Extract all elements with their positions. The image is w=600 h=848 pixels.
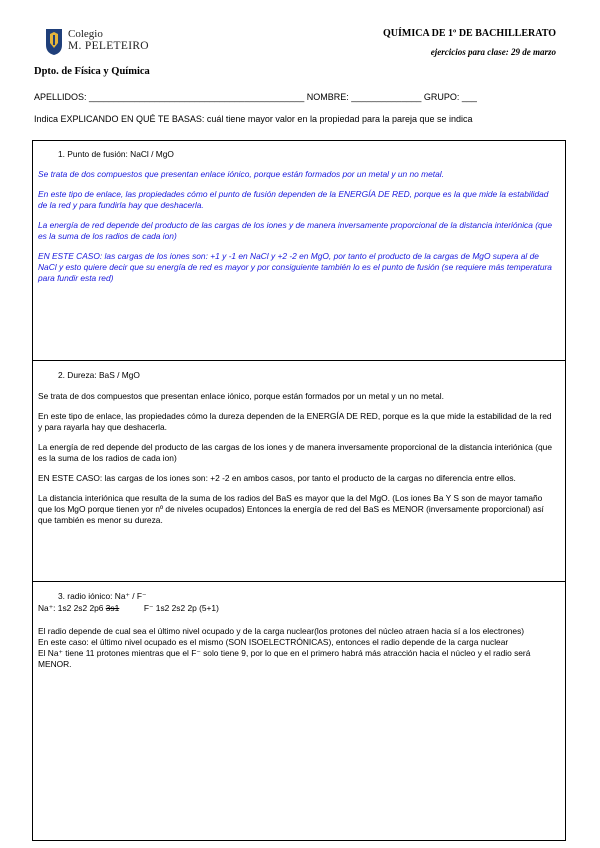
answer-paragraph: En este tipo de enlace, las propiedades cómo el punto de fusión dependen de la ENERGÍA DE RED, porque es la que mide la estabilidad de la red y para fundirla hay que deshacerla. [38, 189, 549, 210]
f-configuration: F⁻ 1s2 2s2 2p (5+1) [143, 603, 219, 613]
school-name [68, 28, 149, 52]
question-3-answer [38, 626, 558, 670]
school-name-line2: M. PELETEIRO [68, 40, 149, 52]
instructions-text: Indica EXPLICANDO EN QUÉ TE BASAS: cuál tiene mayor valor en la propiedad para la pareja que se indica [34, 114, 473, 124]
answer-paragraph: En este tipo de enlace, las propiedades cómo la dureza dependen de la ENERGÍA DE RED, porque es la que mide la estabilidad de la red y para rayarla hay que deshacerla. [38, 411, 552, 432]
answer-paragraph: El radio depende de cual sea el último nivel ocupado y de la carga nuclear(los protones del núcleo atraen hacia sí a los electrones) [38, 626, 525, 636]
answer-paragraph: La distancia interiónica que resulta de la suma de los radios del BaS es mayor que la del MgO. (Los iones Ba Y S son de mayor tamaño que los MgO porque tienen yor nº de niveles ocupados) Entonces la energía de red del BaS es MENOR (inversamente proporcional) así que también es menor su dureza. [38, 493, 544, 525]
school-name-line1: Colegio [68, 28, 103, 40]
answer-paragraph: La energía de red depende del producto de las cargas de los iones y de manera inversamente proporcional de la distancia interiónica (que es la suma de los radios de cada ion) [38, 220, 552, 241]
answer-paragraph: Se trata de dos compuestos que presentan enlace iónico, porque están formados por un metal y un no metal. [38, 169, 444, 179]
question-2-heading: 2. Dureza: BaS / MgO [58, 370, 140, 380]
school-crest-icon [45, 28, 63, 56]
document-title: QUÍMICA DE 1º DE BACHILLERATO [383, 28, 556, 39]
question-1-answer [38, 169, 558, 293]
answer-paragraph: En este caso: el último nivel ocupado es el mismo (SON ISOELECTRÓNICAS), entonces el radio depende de la carga nuclear [38, 637, 509, 647]
question-3-box [32, 581, 566, 841]
answer-paragraph: EN ESTE CASO: las cargas de los iones son: +2 -2 en ambos casos, por tanto el producto de la cargas no diferencia entre ellos. [38, 473, 516, 483]
question-3-heading: 3. radio iónico: Na⁺ / F⁻ [58, 591, 147, 601]
answer-paragraph: La energía de red depende del producto de las cargas de los iones y de manera inversamente proporcional de la distancia interiónica (que es la suma de los radios de cada ion) [38, 442, 552, 463]
student-info-line: APELLIDOS: ___________________________________________ NOMBRE: ______________ GRUPO: ___ [34, 92, 477, 102]
department-label: Dpto. de Física y Química [34, 66, 150, 77]
question-2-answer [38, 391, 558, 535]
answer-paragraph: EN ESTE CASO: las cargas de los iones son: +1 y -1 en NaCl y +2 -2 en MgO, por tanto el producto de la cargas de MgO supera al de NaCl y esto quiere decir que su energía de red es mayor y por consiguiente también lo es el punto de fusión (se requiere más temperatura para fundir esta red) [38, 251, 552, 283]
document-subtitle: ejercicios para clase: 29 de marzo [430, 47, 556, 57]
answer-paragraph: Se trata de dos compuestos que presentan enlace iónico, porque están formados por un metal y un no metal. [38, 391, 444, 401]
na-configuration-struck: 3s1 [105, 603, 120, 613]
electron-configurations [38, 603, 219, 614]
question-1-heading: 1. Punto de fusión: NaCl / MgO [58, 149, 174, 159]
na-configuration: Na⁺: 1s2 2s2 2p6 [38, 603, 104, 613]
answer-paragraph: El Na⁺ tiene 11 protones mientras que el F⁻ solo tiene 9, por lo que en el primero habrá más atracción hacia el núcleo y el radio será MENOR. [38, 648, 531, 669]
